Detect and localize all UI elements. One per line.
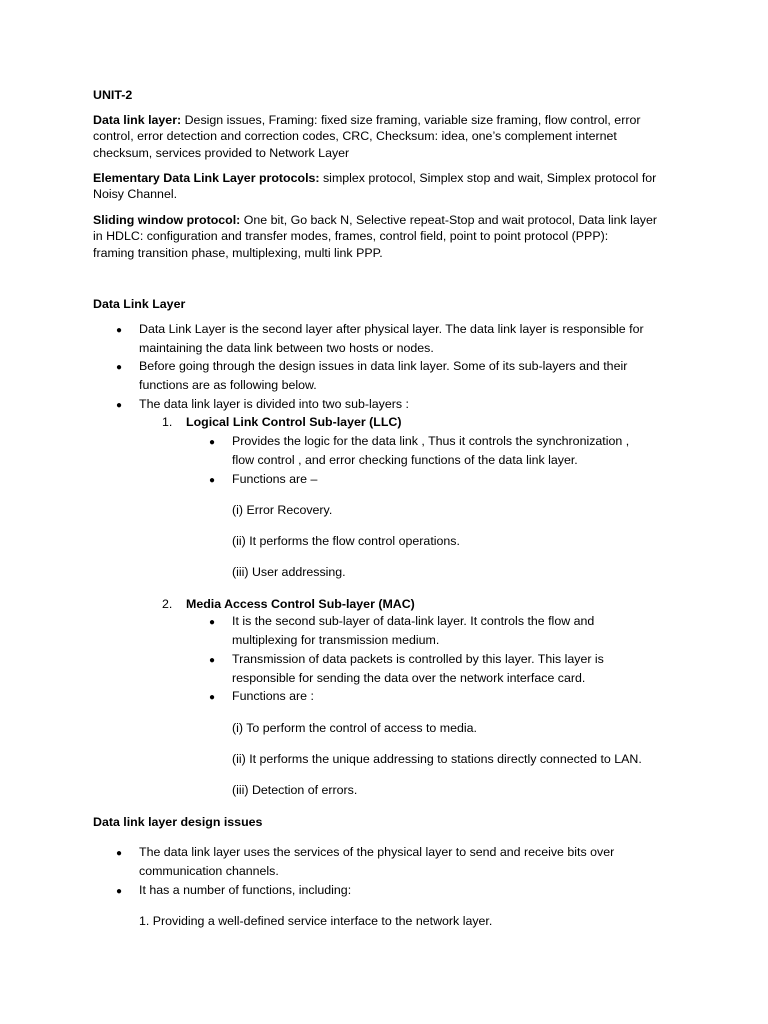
dll-bullet-1-line-1: Data Link Layer is the second layer after physical layer. The data link layer is responsible for <box>139 322 644 336</box>
mac-title: Media Access Control Sub-layer (MAC) <box>186 597 415 611</box>
dll-bullet-3-line-1: The data link layer is divided into two sub-layers : <box>139 397 409 411</box>
syllabus-sliding-line-1: Sliding window protocol: One bit, Go back N, Selective repeat-Stop and wait protocol, Data link layer <box>93 213 657 227</box>
syllabus-sliding-line-3: framing transition phase, multiplexing, multi link PPP. <box>93 246 383 260</box>
mac-function-1: (i) To perform the control of access to media. <box>232 721 477 735</box>
mac-function-2: (ii) It performs the unique addressing to stations directly connected to LAN. <box>232 752 642 766</box>
dll-bullet-2-line-1: Before going through the design issues in data link layer. Some of its sub-layers and their <box>139 359 628 373</box>
design-bullet-1-line-1: The data link layer uses the services of the physical layer to send and receive bits over <box>139 845 615 859</box>
syllabus-dll-line-2: control, error detection and correction codes, CRC, Checksum: idea, one’s complement internet <box>93 129 617 143</box>
mac-bullet-1-line-2: multiplexing for transmission medium. <box>232 633 440 647</box>
design-item-1: 1. Providing a well-defined service interface to the network layer. <box>139 914 493 928</box>
llc-bullet-2-line-1: Functions are – <box>232 472 318 486</box>
design-bullet-1-line-2: communication channels. <box>139 864 279 878</box>
bullet-icon: ● <box>116 400 123 411</box>
list-number-mac: 2. <box>162 597 173 611</box>
syllabus-dll-line-3: checksum, services provided to Network Layer <box>93 146 350 160</box>
bullet-icon: ● <box>209 655 216 666</box>
list-number-llc: 1. <box>162 415 173 429</box>
bullet-icon: ● <box>209 475 216 486</box>
llc-function-2: (ii) It performs the flow control operations. <box>232 534 460 548</box>
section-heading-design-issues: Data link layer design issues <box>93 815 263 829</box>
llc-function-3: (iii) User addressing. <box>232 565 346 579</box>
bullet-icon: ● <box>116 325 123 336</box>
llc-bullet-1-line-2: flow control , and error checking functions of the data link layer. <box>232 453 578 467</box>
syllabus-elementary-line-2: Noisy Channel. <box>93 187 178 201</box>
section-heading-dll: Data Link Layer <box>93 297 186 311</box>
bullet-icon: ● <box>116 362 123 373</box>
llc-function-1: (i) Error Recovery. <box>232 503 333 517</box>
design-bullet-2-line-1: It has a number of functions, including: <box>139 883 352 897</box>
llc-title: Logical Link Control Sub-layer (LLC) <box>186 415 402 429</box>
bullet-icon: ● <box>116 848 123 859</box>
bullet-icon: ● <box>209 617 216 628</box>
llc-bullet-1-line-1: Provides the logic for the data link , Thus it controls the synchronization , <box>232 434 630 448</box>
syllabus-elementary-line-1: Elementary Data Link Layer protocols: simplex protocol, Simplex stop and wait, Simplex protocol for <box>93 171 657 185</box>
mac-function-3: (iii) Detection of errors. <box>232 783 358 797</box>
mac-bullet-1-line-1: It is the second sub-layer of data-link layer. It controls the flow and <box>232 614 595 628</box>
mac-bullet-2-line-1: Transmission of data packets is controlled by this layer. This layer is <box>232 652 604 666</box>
mac-bullet-3-line-1: Functions are : <box>232 689 314 703</box>
syllabus-sliding-line-2: in HDLC: configuration and transfer modes, frames, control field, point to point protocol (PPP): <box>93 229 609 243</box>
dll-bullet-1-line-2: maintaining the data link between two hosts or nodes. <box>139 341 434 355</box>
syllabus-dll-line-1: Data link layer: Design issues, Framing: fixed size framing, variable size framing, flow control, error <box>93 113 641 127</box>
bullet-icon: ● <box>209 437 216 448</box>
bullet-icon: ● <box>209 692 216 703</box>
unit-title: UNIT-2 <box>93 88 133 102</box>
bullet-icon: ● <box>116 886 123 897</box>
mac-bullet-2-line-2: responsible for sending the data over the network interface card. <box>232 671 586 685</box>
dll-bullet-2-line-2: functions are as following below. <box>139 378 317 392</box>
